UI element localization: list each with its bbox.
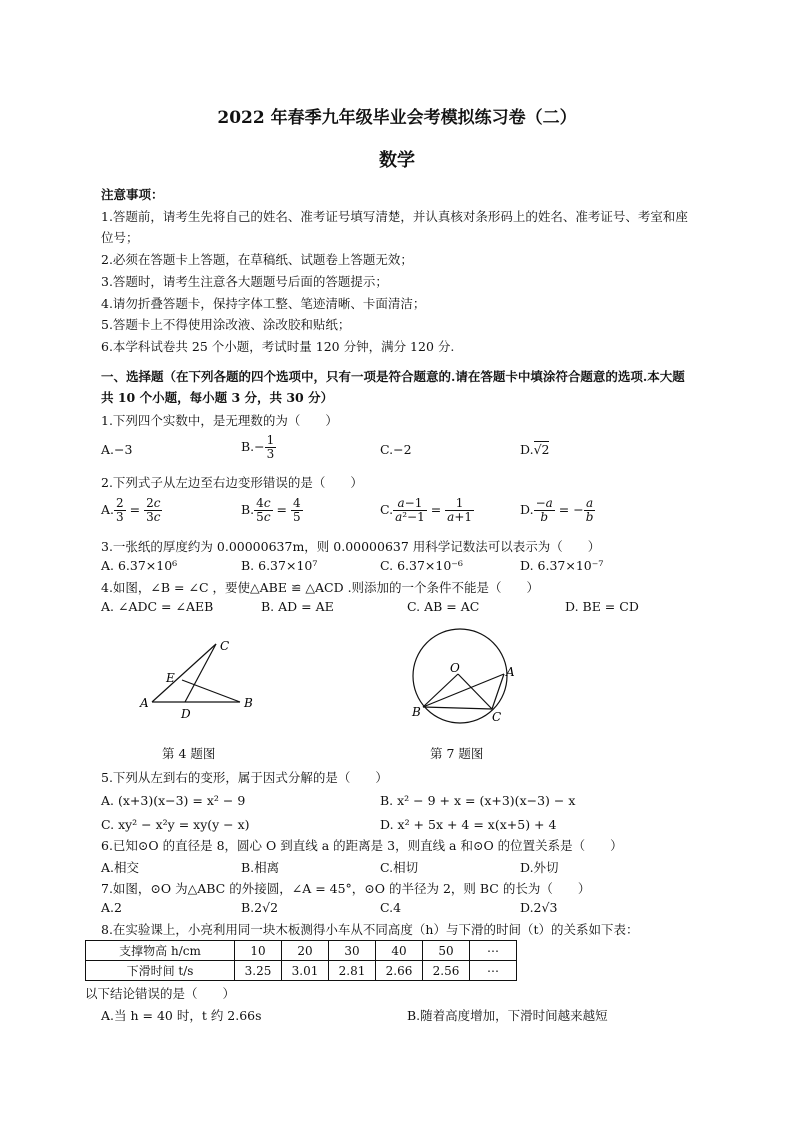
section-heading (101, 366, 701, 408)
question-5-options (101, 793, 741, 837)
label-e: E (166, 671, 175, 685)
notes-heading: 注意事项： (101, 187, 164, 202)
numerator: 1 (266, 433, 275, 447)
question-2-options (101, 497, 741, 531)
note-item: 3.答题时，请考生注意各大题题号后面的答题提示； (101, 273, 388, 289)
note-item: 5.答题卡上不得使用涂改液、涂改胶和贴纸； (101, 317, 351, 333)
label-c: C (492, 710, 502, 724)
label-a: A (140, 696, 149, 710)
question-6-options (101, 858, 741, 876)
segment-bc (423, 707, 492, 709)
option-c: C.4 (380, 900, 402, 915)
table-cell: ⋯ (470, 961, 517, 981)
segment-cd (185, 644, 216, 702)
option-a: A.当 h = 40 时，t 约 2.66s (101, 1008, 262, 1023)
table-cell: 20 (282, 941, 329, 961)
note-item: 1.答题前，请考生先将自己的姓名、准考证号填写清楚，并认真核对条形码上的姓名、准考证号、考室和座 (101, 208, 688, 224)
option-a: A. $\frac{2}{3}$ = $\frac{2c}{3c}$ (101, 496, 161, 524)
question-4-options (101, 599, 741, 617)
question-5-stem: 5.下列从左到右的变形，属于因式分解的是（ ） (101, 770, 388, 785)
option-a: A.相交 (101, 860, 140, 875)
option-b: B. 6.37×10⁷ (241, 558, 318, 573)
subject-title: 数学 (379, 150, 415, 171)
table-cell: 40 (376, 941, 423, 961)
question-1-stem: 1.下列四个实数中，是无理数的为（ ） (101, 413, 338, 428)
note-item: 4.请勿折叠答题卡，保持字体工整、笔迹清晰、卡面清洁； (101, 295, 426, 311)
option-c: C.相切 (380, 860, 419, 875)
option-c: C. $\frac{a-1}{\text{a²−1}}$ = $\frac{1}{a+1}$ (380, 496, 473, 524)
table-row (86, 941, 517, 961)
table-cell: 10 (235, 941, 282, 961)
table-cell: 2.66 (376, 961, 423, 981)
section-heading-line: 一、选择题（在下列各题的四个选项中，只有一项是符合题意的.请在答题卡中填涂符合题意的选项.本大题 (101, 369, 685, 384)
height-time-table (85, 940, 517, 981)
label-b: B (412, 705, 421, 719)
table-cell: 3.25 (235, 961, 282, 981)
table-cell: 支撑物高 h/cm (86, 941, 235, 961)
table-cell: ⋯ (470, 941, 517, 961)
table-cell: 下滑时间 t/s (86, 961, 235, 981)
option-d: D. 6.37×10⁻⁷ (520, 558, 604, 573)
question-3-stem: 3.一张纸的厚度约为 0.00000637m，则 0.00000637 用科学记数法可以表示为（ ） (101, 539, 601, 554)
exam-title: 2022 年春季九年级毕业会考模拟练习卷（二） (217, 108, 577, 128)
option-c: C. AB = AC (407, 599, 480, 614)
note-item: 6.本学科试卷共 25 个小题，考试时量 120 分钟，满分 120 分. (101, 338, 455, 354)
radius-oc (458, 674, 492, 709)
figure-4-triangle (130, 632, 270, 727)
note-item: 位号； (101, 230, 139, 246)
table-row (86, 961, 517, 981)
figure-7-circle (400, 624, 530, 729)
option-d: D. BE = CD (565, 599, 639, 614)
figure-7-caption: 第 7 题图 (430, 746, 484, 761)
option-a: A.−3 (101, 442, 133, 457)
option-c: C. xy² − x²y = xy(y − x) (101, 817, 250, 832)
table-cell: 30 (329, 941, 376, 961)
radius-ob (423, 674, 458, 707)
question-8-stem: 8.在实验课上，小亮利用同一块木板测得小车从不同高度（h）与下滑的时间（t）的关系如下表： (101, 922, 639, 937)
table-cell: 2.56 (423, 961, 470, 981)
question-8-options (101, 1006, 741, 1024)
label-a: A (506, 665, 515, 679)
option-b: B. $\frac{4c}{5c}$ = $\frac{4}{5}$ (241, 496, 301, 524)
label-d: D (181, 707, 191, 721)
denominator: 3 (266, 447, 275, 461)
option-d (520, 442, 549, 457)
question-2-stem: 2.下列式子从左边至右边变形错误的是（ ） (101, 475, 363, 490)
note-item: 2.必须在答题卡上答题，在草稿纸、试题卷上答题无效； (101, 252, 413, 268)
figure-4-caption: 第 4 题图 (162, 746, 216, 761)
table-cell: 2.81 (329, 961, 376, 981)
question-1-options (101, 434, 741, 468)
question-8-ask: 以下结论错误的是（ ） (85, 986, 236, 1001)
option-d: D. x² + 5x + 4 = x(x+5) + 4 (380, 817, 557, 832)
option-b: B.随着高度增加，下滑时间越来越短 (407, 1008, 608, 1023)
label-o: O (450, 661, 460, 675)
question-7-stem: 7.如图，⊙O 为△ABC 的外接圆，∠A = 45°，⊙O 的半径为 2，则 BC 的长为（ ） (101, 881, 591, 896)
notes-block (101, 184, 701, 358)
option-c: C.−2 (380, 442, 412, 457)
option-b: B.2√2 (241, 900, 279, 915)
section-heading-line: 共 10 个小题，每小题 3 分，共 30 分） (101, 390, 334, 405)
segment-ac (152, 644, 216, 702)
option-b (241, 434, 276, 461)
question-7-options (101, 900, 741, 918)
option-a: A. 6.37×10⁶ (101, 558, 178, 573)
label-b: B (244, 696, 253, 710)
question-3-options (101, 558, 741, 576)
sqrt-sign: √2 (533, 442, 550, 457)
option-b: B.相离 (241, 860, 280, 875)
option-c: C. 6.37×10⁻⁶ (380, 558, 463, 573)
question-6-stem: 6.已知⊙O 的直径是 8，圆心 O 到直线 a 的距离是 3，则直线 a 和⊙O 的位置关系是（ ） (101, 838, 623, 853)
option-d: D. $\frac{-a}{b}$ = − $\frac{a}{b}$ (520, 496, 594, 524)
option-d: D.外切 (520, 860, 559, 875)
radicand: 2 (541, 442, 550, 457)
option-b-prefix: B.− (241, 439, 265, 454)
option-d: D.2√3 (520, 900, 558, 915)
option-d-prefix: D. (520, 442, 534, 457)
table-cell: 3.01 (282, 961, 329, 981)
option-a: A.2 (101, 900, 122, 915)
question-4-stem: 4.如图，∠B = ∠C ，要使△ABE ≌ △ACD .则添加的一个条件不能是（ ） (101, 580, 540, 595)
fraction (265, 434, 277, 461)
table-cell: 50 (423, 941, 470, 961)
option-a: A. ∠ADC = ∠AEB (101, 599, 214, 614)
label-c: C (220, 639, 230, 653)
option-a: A. (x+3)(x−3) = x² − 9 (101, 793, 246, 808)
option-b: B. AD = AE (261, 599, 334, 614)
option-b: B. x² − 9 + x = (x+3)(x−3) − x (380, 793, 576, 808)
